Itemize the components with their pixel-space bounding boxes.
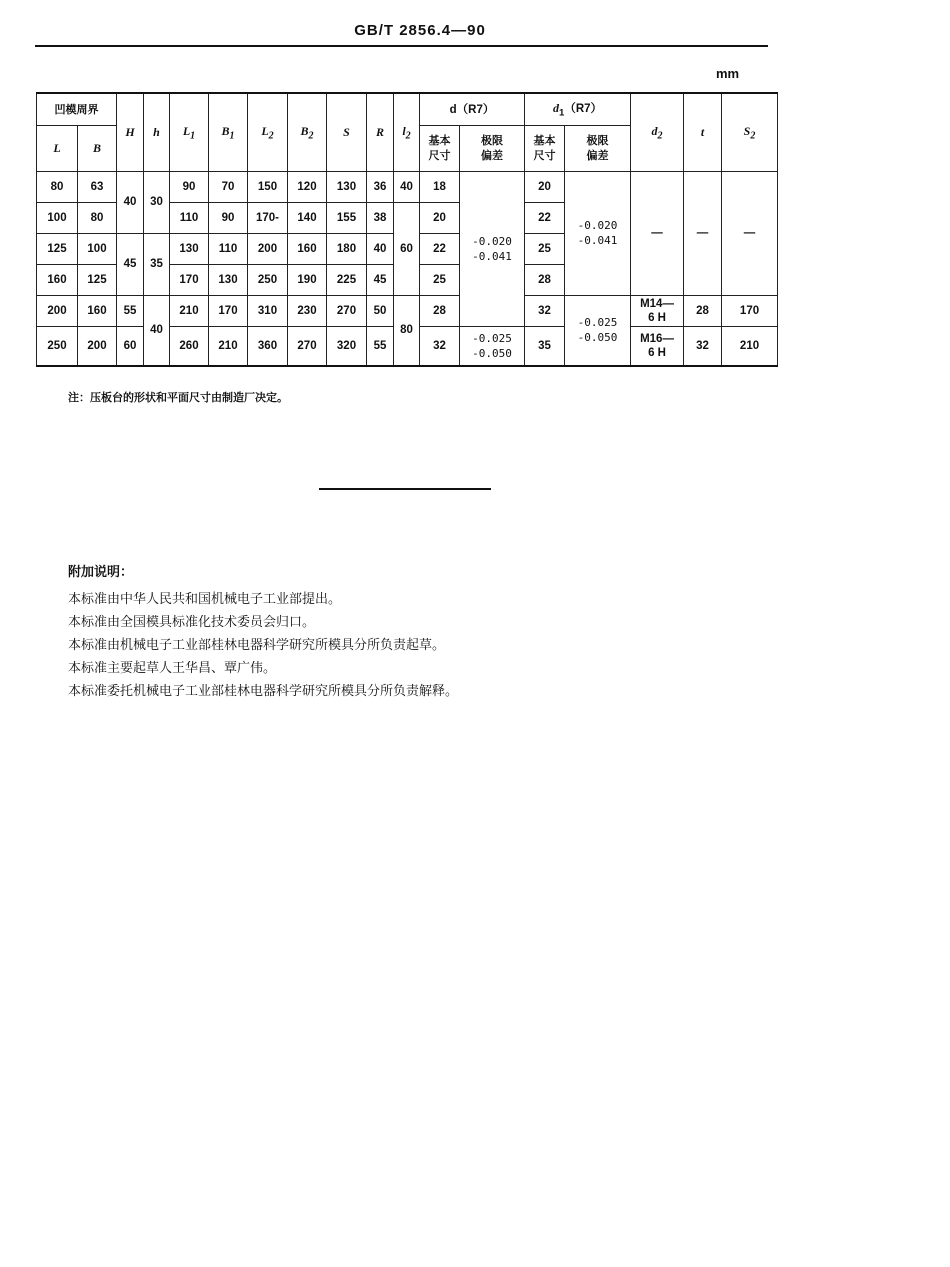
cell-l2: 40 [394, 171, 420, 202]
cell-d-basic: 18 [420, 171, 460, 202]
header-rule [35, 45, 768, 47]
cell-B1: 170 [209, 295, 248, 326]
cell-L: 100 [37, 202, 78, 233]
cell-B: 100 [78, 233, 117, 264]
header-d1-limit-deviation: 极限 偏差 [565, 125, 631, 171]
cell-S: 155 [327, 202, 367, 233]
additional-notes-title: 附加说明： [68, 565, 134, 580]
header-L1: $L_1$ [170, 93, 209, 171]
header-d1-basic-size: 基本 尺寸 [525, 125, 565, 171]
cell-R: 50 [367, 295, 394, 326]
cell-d-basic: 22 [420, 233, 460, 264]
table-row [37, 295, 778, 326]
cell-B: 200 [78, 326, 117, 366]
cell-d-deviation: -0.020 -0.041 [460, 171, 525, 326]
cell-B: 125 [78, 264, 117, 295]
cell-d1-basic: 32 [525, 295, 565, 326]
cell-L: 80 [37, 171, 78, 202]
cell-h: 35 [144, 233, 170, 295]
cell-S: 180 [327, 233, 367, 264]
additional-note-line: 本标准委托机械电子工业部桂林电器科学研究所模具分所负责解释。 [68, 684, 459, 699]
cell-d-basic: 20 [420, 202, 460, 233]
cell-S: 225 [327, 264, 367, 295]
cell-B: 160 [78, 295, 117, 326]
cell-d1-deviation: -0.025 -0.050 [565, 295, 631, 366]
cell-S2: 210 [722, 326, 778, 366]
cell-L2: 250 [248, 264, 288, 295]
header-d2: $d_2$ [631, 93, 684, 171]
cell-B2: 140 [288, 202, 327, 233]
header-d1-group: $d_1(R7)$ [525, 93, 631, 125]
cell-L1: 260 [170, 326, 209, 366]
cell-t: 32 [684, 326, 722, 366]
cell-B1: 110 [209, 233, 248, 264]
cell-L2: 310 [248, 295, 288, 326]
header-t: t [684, 93, 722, 171]
cell-h: 40 [144, 295, 170, 366]
cell-L1: 210 [170, 295, 209, 326]
cell-R: 55 [367, 326, 394, 366]
cell-L: 200 [37, 295, 78, 326]
cell-L1: 170 [170, 264, 209, 295]
header-die-perimeter: 凹模周界 [37, 93, 117, 125]
cell-t-dash: — [684, 171, 722, 295]
header-d-basic-size: 基本 尺寸 [420, 125, 460, 171]
cell-d1-basic: 28 [525, 264, 565, 295]
cell-S2: 170 [722, 295, 778, 326]
cell-B: 80 [78, 202, 117, 233]
header-S2: $S_2$ [722, 93, 778, 171]
table-row [37, 171, 778, 202]
cell-S: 270 [327, 295, 367, 326]
cell-L1: 90 [170, 171, 209, 202]
cell-d-deviation: -0.025 -0.050 [460, 326, 525, 366]
cell-d1-basic: 25 [525, 233, 565, 264]
cell-L1: 130 [170, 233, 209, 264]
table-note: 注：压板台的形状和平面尺寸由制造厂决定。 [68, 391, 288, 404]
header-l2: $l_2$ [394, 93, 420, 171]
cell-S: 320 [327, 326, 367, 366]
cell-B: 63 [78, 171, 117, 202]
header-d-limit-deviation: 极限 偏差 [460, 125, 525, 171]
cell-l2: 80 [394, 295, 420, 366]
cell-L2: 360 [248, 326, 288, 366]
cell-H: 40 [117, 171, 144, 233]
cell-R: 38 [367, 202, 394, 233]
unit-label: mm [716, 66, 740, 81]
cell-B1: 130 [209, 264, 248, 295]
cell-L2: 200 [248, 233, 288, 264]
cell-t: 28 [684, 295, 722, 326]
cell-d1-basic: 20 [525, 171, 565, 202]
cell-B2: 230 [288, 295, 327, 326]
standard-code-header: GB/T 2856.4—90 [354, 22, 486, 39]
cell-B2: 120 [288, 171, 327, 202]
cell-d2: M16— 6 H [631, 326, 684, 366]
cell-H: 55 [117, 295, 144, 326]
cell-d1-basic: 35 [525, 326, 565, 366]
header-L2: $L_2$ [248, 93, 288, 171]
header-R: R [367, 93, 394, 171]
cell-L2: 170- [248, 202, 288, 233]
cell-d1-deviation: -0.020 -0.041 [565, 171, 631, 295]
header-B2: $B_2$ [288, 93, 327, 171]
dimension-table [36, 92, 778, 367]
cell-L1: 110 [170, 202, 209, 233]
cell-d-basic: 28 [420, 295, 460, 326]
header-B: B [78, 125, 117, 171]
cell-L: 160 [37, 264, 78, 295]
cell-B2: 160 [288, 233, 327, 264]
cell-L: 250 [37, 326, 78, 366]
cell-R: 36 [367, 171, 394, 202]
cell-l2: 60 [394, 202, 420, 295]
header-d-group: d（R7） [420, 93, 525, 125]
cell-h: 30 [144, 171, 170, 233]
header-h: h [144, 93, 170, 171]
header-B1: $B_1$ [209, 93, 248, 171]
cell-d-basic: 32 [420, 326, 460, 366]
additional-note-line: 本标准主要起草人王华昌、覃广伟。 [68, 661, 277, 676]
header-H: H [117, 93, 144, 171]
section-divider [319, 488, 491, 490]
cell-d1-basic: 22 [525, 202, 565, 233]
cell-B1: 70 [209, 171, 248, 202]
cell-S: 130 [327, 171, 367, 202]
cell-B2: 190 [288, 264, 327, 295]
cell-d2-dash: — [631, 171, 684, 295]
header-L: L [37, 125, 78, 171]
cell-B1: 210 [209, 326, 248, 366]
cell-H: 60 [117, 326, 144, 366]
cell-L2: 150 [248, 171, 288, 202]
cell-S2-dash: — [722, 171, 778, 295]
additional-note-line: 本标准由中华人民共和国机械电子工业部提出。 [68, 592, 342, 607]
cell-B2: 270 [288, 326, 327, 366]
header-S: S [327, 93, 367, 171]
cell-R: 45 [367, 264, 394, 295]
cell-d2: M14— 6 H [631, 295, 684, 326]
cell-B1: 90 [209, 202, 248, 233]
additional-note-line: 本标准由机械电子工业部桂林电器科学研究所模具分所负责起草。 [68, 638, 446, 653]
cell-d-basic: 25 [420, 264, 460, 295]
additional-notes [68, 561, 458, 703]
cell-L: 125 [37, 233, 78, 264]
cell-R: 40 [367, 233, 394, 264]
cell-H: 45 [117, 233, 144, 295]
additional-note-line: 本标准由全国模具标准化技术委员会归口。 [68, 615, 316, 630]
